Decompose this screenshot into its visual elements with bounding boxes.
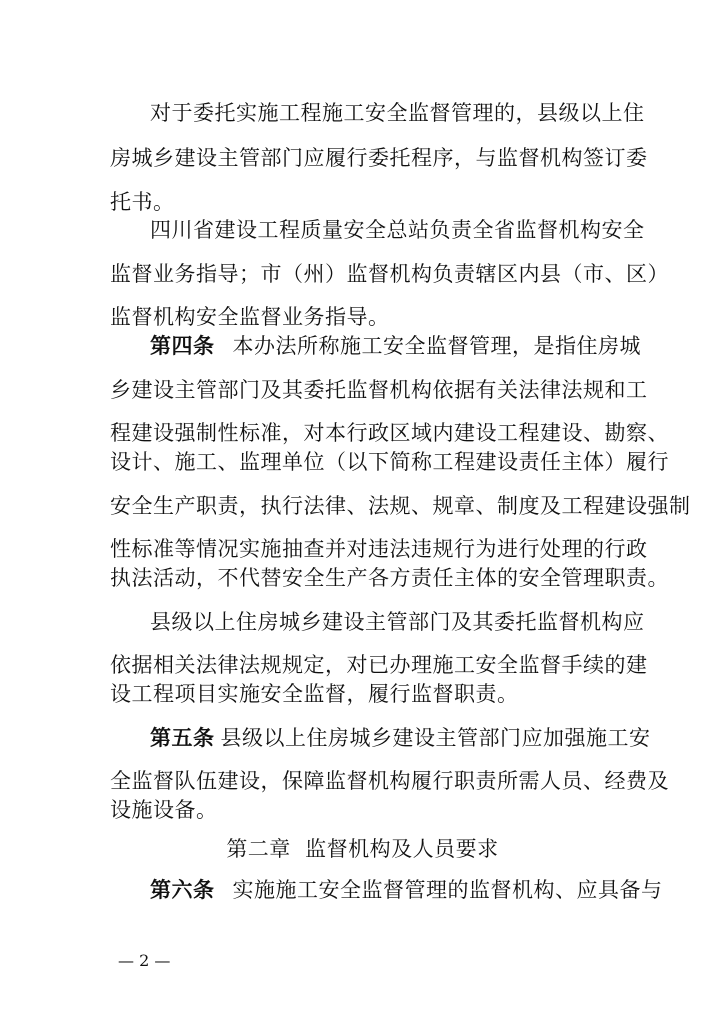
- text-line: 县级以上住房城乡建设主管部门及其委托监督机构应: [150, 610, 645, 634]
- text-line: 性标准等情况实施抽查并对违法违规行为进行处理的行政: [110, 537, 648, 561]
- text-line: 安全生产职责，执行法律、法规、规章、制度及工程建设强制: [110, 494, 691, 518]
- article-5-heading: 第五条: [150, 726, 215, 750]
- article-5-first-line: [150, 721, 651, 755]
- text-line: 全监督队伍建设，保障监督机构履行职责所需人员、经费及: [110, 769, 669, 793]
- article-4-first-line: [150, 329, 641, 363]
- text-line: 监督业务指导；市（州）监督机构负责辖区内县（市、区）: [110, 262, 669, 286]
- text-line: 托书。: [110, 190, 175, 214]
- article-4-heading: 第四条: [150, 334, 215, 358]
- text-line: 本办法所称施工安全监督管理，是指住房城: [232, 334, 641, 358]
- text-line: 县级以上住房城乡建设主管部门应加强施工安: [220, 726, 651, 750]
- text-line: 执法活动，不代替安全生产各方责任主体的安全管理职责。: [110, 566, 669, 590]
- text-line: 依据相关法律法规规定，对已办理施工安全监督手续的建: [110, 653, 648, 677]
- text-line: 设工程项目实施安全监督，履行监督职责。: [110, 682, 519, 706]
- article-6-heading: 第六条: [150, 878, 215, 902]
- chapter-heading: 第二章 监督机构及人员要求: [226, 837, 499, 861]
- text-line: 对于委托实施工程施工安全监督管理的，县级以上住: [150, 101, 645, 125]
- text-line: 乡建设主管部门及其委托监督机构依据有关法律法规和工: [110, 378, 648, 402]
- text-line: 设计、施工、监理单位（以下简称工程建设责任主体）履行: [110, 450, 669, 474]
- article-6-first-line: [150, 873, 663, 907]
- text-line: 实施施工安全监督管理的监督机构、应具备与: [232, 878, 663, 902]
- text-line: 程建设强制性标准，对本行政区域内建设工程建设、勘察、: [110, 421, 669, 445]
- text-line: 四川省建设工程质量安全总站负责全省监督机构安全: [150, 218, 645, 242]
- text-line: 房城乡建设主管部门应履行委托程序，与监督机构签订委: [110, 146, 648, 170]
- text-line: 监督机构安全监督业务指导。: [110, 305, 390, 329]
- text-line: 设施设备。: [110, 798, 218, 822]
- page-number: — 2 —: [118, 951, 171, 970]
